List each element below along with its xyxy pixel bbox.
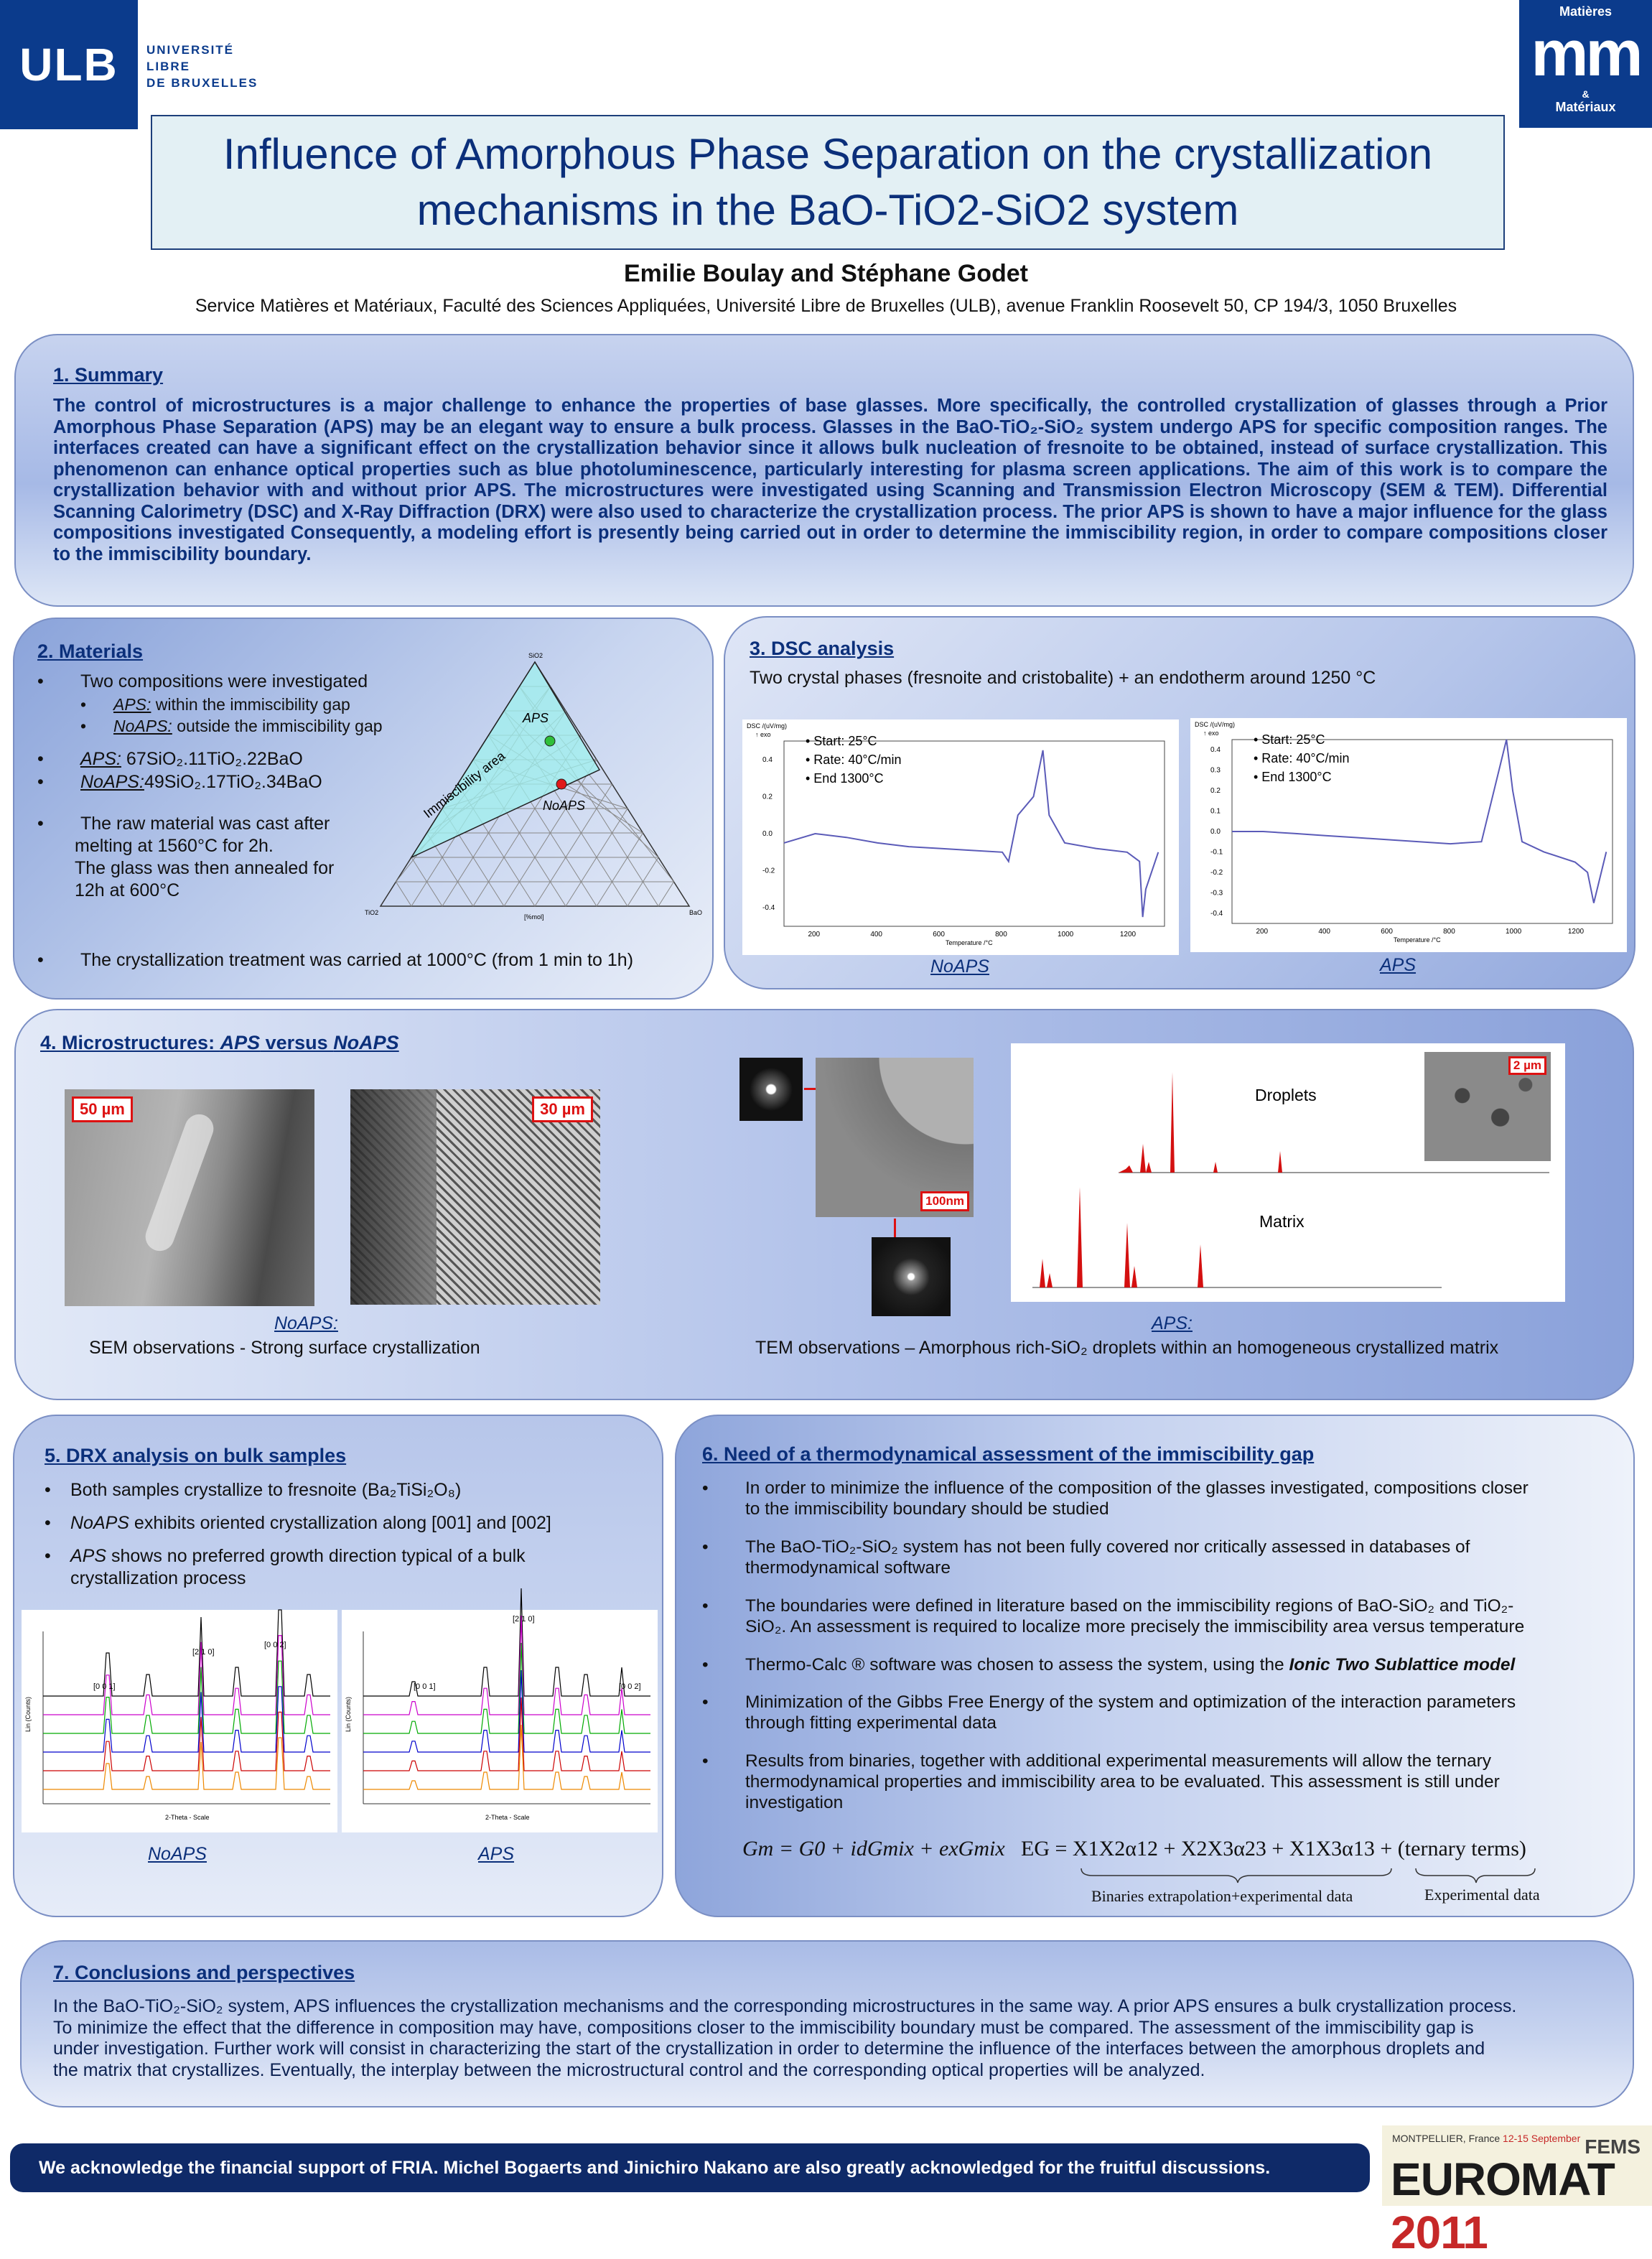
edx-matrix-label: Matrix — [1259, 1212, 1305, 1231]
summary-panel — [14, 334, 1634, 607]
dsc-param: • Start: 25°C — [806, 734, 877, 748]
thermo-item-2-l1: The BaO-TiO₂-SiO₂ system has not been fully covered nor critically assessed in databases of — [745, 1537, 1470, 1557]
noaps-comp-label: NoAPS: — [80, 772, 144, 792]
drx-caption-aps: APS — [478, 1844, 515, 1864]
materials-heading: 2. Materials — [37, 641, 144, 662]
dsc-chart-noaps-svg — [742, 719, 1179, 955]
sem-image-noaps-1 — [65, 1089, 314, 1306]
drx-pattern — [363, 1697, 650, 1771]
micro-caption-aps: TEM observations – Amorphous rich-SiO₂ droplets within an homogeneous crystallized matrix — [755, 1338, 1499, 1358]
thermo-item-5-l2: through fitting experimental data — [745, 1713, 997, 1733]
dsc-xtick: 800 — [1443, 928, 1455, 936]
edx-spectra — [1011, 1043, 1565, 1302]
thermo-item-2-l2: thermodynamical software — [745, 1558, 951, 1578]
edx-droplets-label: Droplets — [1255, 1086, 1317, 1104]
drx-pattern — [363, 1588, 650, 1696]
materials-bullet-treatment: • The crystallization treatment was carried at 1000°C (from 1 min to 1h) — [37, 950, 634, 970]
ulb-line: LIBRE — [146, 60, 190, 73]
ulb-wordmark — [146, 42, 258, 91]
dsc-xtick: 400 — [1318, 928, 1331, 936]
raw-line-1: The raw material was cast after — [80, 814, 330, 834]
sub-aps-text: within the immiscibility gap — [151, 695, 350, 714]
corner-top: SiO2 — [528, 652, 543, 659]
euromat-year: 2011 — [1391, 2207, 1488, 2258]
euromat-location — [1392, 2133, 1580, 2144]
ternary-diagram — [359, 648, 711, 928]
conclusions-line-3: under investigation. Further work will consist in characterizing the start of the crystallization in order to determine the influence of the interfaces between the amorphous droplets and — [53, 2039, 1485, 2059]
drx-pattern — [43, 1738, 330, 1789]
materials-panel — [13, 618, 714, 1000]
dsc-heading: 3. DSC analysis — [750, 638, 895, 659]
summary-text: The control of microstructures is a major challenge to enhance the properties of base glasses. More specifically, the controlled crystallization of glasses through a Prior Amorphous Phase Separation (APS) may be an elegant way to ensure a bulk process. Glasses in the BaO-TiO₂-SiO₂ system undergo APS for specific composition ranges. The interfaces created can have a significant effect on the crystallization behavior since it allows bulk nucleation of fresnoite to be obtained, instead of surface crystallization. This phenomenon can enhance optical properties such as blue photoluminescence, particularly interesting for plasma screen applications. The aim of this work is to compare the crystallization behavior with and without prior APS. The microstructures were investigated using Scanning and Transmission Electron Microscopy (SEM & TEM). Differential Scanning Calorimetry (DSC) and X-Ray Diffraction (DRX) were also used to characterize the crystallization process. The prior APS is shown to have a major influence for the glass compositions investigated Consequently, a modeling effort is presently being carried out in order to determine the immiscibility region, in order to compare compositions closer to the immiscibility boundary. — [53, 396, 1607, 564]
ternary-area-label: Immiscibility area — [421, 748, 508, 821]
dsc-ylabel: DSC /(uV/mg) — [747, 722, 788, 730]
drx-pattern — [43, 1636, 330, 1715]
dsc-ytick: 0.2 — [762, 793, 773, 801]
micro-caption-aps-label: APS: — [1152, 1313, 1193, 1333]
sub-noaps-text: outside the immiscibility gap — [172, 717, 383, 735]
thermo-panel — [675, 1415, 1635, 1917]
raw-line-3: The glass was then annealed for — [75, 858, 335, 878]
drx-chart-noaps — [22, 1610, 337, 1832]
euromat-dates: 12-15 September — [1503, 2133, 1581, 2144]
thermo-item-3: • The boundaries were defined in literature based on the immiscibility regions of BaO-SiO₂ and TiO₂- SiO₂. An assessment is required to localize more precisely the immiscibility area versus temperature — [702, 1596, 1614, 1637]
drx-aps-svg — [342, 1610, 658, 1832]
brace-label-experimental: Experimental data — [1424, 1886, 1540, 1904]
dsc-ytick: -0.4 — [1210, 909, 1223, 918]
thermo-item-1: • In order to minimize the influence of the composition of the glasses investigated, compositions closer to the immiscibility boundary should be studied — [702, 1478, 1614, 1519]
dsc-ytick: 0.3 — [1210, 766, 1221, 775]
euromat-logo — [1382, 2125, 1652, 2258]
conclusions-heading: 7. Conclusions and perspectives — [53, 1962, 355, 1983]
drx-bullet-3: • APS shows no preferred growth direction typical of a bulk crystallization process — [45, 1546, 526, 1588]
dsc-ytick: 0.2 — [1210, 787, 1221, 796]
drx-bullet-3-cont: crystallization process — [70, 1568, 246, 1588]
thermo-item-5-l1: Minimization of the Gibbs Free Energy of the system and optimization of the interaction parameters — [745, 1692, 1516, 1712]
authors: Emilie Boulay and Stéphane Godet — [624, 260, 1028, 287]
ulb-line: DE BRUXELLES — [146, 76, 258, 90]
thermo-item-6-l1: Results from binaries, together with additional experimental measurements will allow the ternary — [745, 1751, 1492, 1771]
euromat-title — [1391, 2153, 1652, 2259]
dsc-ytick: 0.1 — [1210, 807, 1221, 816]
tem-diffraction-1 — [739, 1058, 803, 1121]
mm-logo-mid: mm — [1531, 18, 1641, 90]
materials-sub-bullet-noaps: • NoAPS: outside the immiscibility gap — [80, 717, 383, 735]
poster-title — [223, 126, 1432, 238]
dsc-xtick: 1000 — [1505, 928, 1522, 936]
drx-bullet-1: • Both samples crystallize to fresnoite (Ba₂TiSi₂O₈) — [45, 1480, 462, 1500]
thermo-item-3-l1: The boundaries were defined in literature based on the immiscibility regions of BaO-SiO₂ and TiO₂- — [745, 1596, 1514, 1616]
conclusions-line-1: In the BaO-TiO₂-SiO₂ system, APS influences the crystallization mechanisms and the corresponding microstructures in the same way. A prior APS ensures a bulk crystallization process. — [53, 1996, 1517, 2016]
drx-peak-label: [0 0 2] — [264, 1641, 286, 1649]
equation-gibbs: Gm = G0 + idGmix + exGmix — [742, 1837, 1005, 1860]
dsc-chart-aps — [1190, 718, 1627, 952]
dsc-caption-noaps: NoAPS — [930, 956, 989, 977]
microstructures-panel — [14, 1009, 1634, 1400]
ulb-line: UNIVERSITÉ — [146, 43, 235, 57]
thermo-item-3-l2: SiO₂. An assessment is required to localize more precisely the immiscibility area versus temperature — [745, 1617, 1525, 1636]
thermo-heading: 6. Need of a thermodynamical assessment of the immiscibility gap — [702, 1443, 1315, 1465]
drx-peak-label: [2 1 0] — [192, 1648, 215, 1657]
scale-bar-2um: 2 µm — [1508, 1056, 1546, 1075]
micro-heading — [40, 1032, 399, 1054]
thermo-item-1-l2: to the immiscibility boundary should be studied — [745, 1499, 1109, 1519]
corner-left: TiO2 — [365, 909, 379, 916]
dsc-ytick: -0.2 — [1210, 868, 1223, 877]
treatment-text: The crystallization treatment was carried at 1000°C (from 1 min to 1h) — [80, 950, 634, 970]
noaps-comp-text: 49SiO₂.17TiO₂.34BaO — [144, 772, 322, 792]
materials-bullet-1-text: Two compositions were investigated — [80, 671, 368, 691]
aps-point — [545, 736, 555, 746]
drx-pattern — [43, 1712, 330, 1771]
drx-pattern — [363, 1616, 650, 1715]
sem-image-noaps-2 — [350, 1089, 600, 1305]
dsc-xtick: 1000 — [1057, 931, 1074, 938]
aps-comp-text: 67SiO₂.11TiO₂.22BaO — [121, 749, 303, 769]
raw-line-2: melting at 1560°C for 2h. — [75, 836, 274, 856]
dsc-ytick: 0.4 — [762, 755, 773, 764]
drx-bullet-3-italic: APS — [70, 1546, 107, 1566]
thermo-item-4-model: Ionic Two Sublattice model — [1289, 1655, 1516, 1675]
drx-peak-label: [0 0 1] — [414, 1682, 436, 1691]
drx-noaps-svg — [22, 1610, 337, 1832]
drx-ylabel: Lin (Counts) — [345, 1696, 352, 1732]
mm-logo-bottom: Matériaux — [1555, 100, 1616, 114]
thermo-item-2: • The BaO-TiO₂-SiO₂ system has not been fully covered nor critically assessed in databases of thermodynamical software — [702, 1537, 1614, 1578]
thermo-item-6-l3: investigation — [745, 1793, 844, 1812]
dsc-param: • Rate: 40°C/min — [806, 753, 902, 767]
thermo-item-6: • Results from binaries, together with additional experimental measurements will allow the ternary thermodynamical properties and immiscibility area to be evaluated. This assessment is still under investigation — [702, 1751, 1614, 1813]
brace-label-binaries: Binaries extrapolation+experimental data — [1091, 1887, 1353, 1905]
dsc-xtick: 200 — [1256, 928, 1269, 936]
dsc-xlabel: Temperature /°C — [1394, 936, 1441, 944]
materials-sub-bullet-aps: • APS: within the immiscibility gap — [80, 695, 350, 714]
equation-braces — [1078, 1867, 1538, 1884]
dsc-ylabel: DSC /(uV/mg) — [1195, 721, 1236, 728]
title-box — [151, 115, 1505, 250]
thermo-item-5: • Minimization of the Gibbs Free Energy of the system and optimization of the interaction parameters through fitting experimental data — [702, 1692, 1614, 1733]
dsc-ytick: -0.1 — [1210, 848, 1223, 857]
dsc-intro: Two crystal phases (fresnoite and cristobalite) + an endotherm around 1250 °C — [750, 668, 1376, 688]
acknowledgement-bar: We acknowledge the financial support of FRIA. Michel Bogaerts and Jinichiro Nakano are also greatly acknowledged for the fruitful discussions. — [10, 2143, 1370, 2192]
title-line-2: mechanisms in the BaO-TiO2-SiO2 system — [416, 186, 1239, 234]
drx-pattern — [363, 1670, 650, 1752]
mm-logo-amp: & — [1582, 88, 1590, 100]
fems-logo: FEMS — [1585, 2135, 1641, 2158]
affiliation: Service Matières et Matériaux, Faculté des Sciences Appliquées, Université Libre de Bruxelles (ULB), avenue Franklin Roosevelt 50, CP 194/3, 1050 Bruxelles — [195, 296, 1457, 316]
thermo-item-6-l2: thermodynamical properties and immiscibility area to be evaluated. This assessment is still under — [745, 1772, 1500, 1792]
raw-line-4: 12h at 600°C — [75, 880, 180, 900]
sub-aps-label: APS: — [113, 695, 151, 714]
materials-bullet-aps-comp: • APS: 67SiO₂.11TiO₂.22BaO — [37, 749, 303, 769]
dsc-panel — [724, 616, 1635, 989]
dsc-ytick: 0.0 — [762, 830, 773, 838]
thermo-item-1-l1: In order to minimize the influence of the composition of the glasses investigated, compositions closer — [745, 1478, 1529, 1498]
drx-heading: 5. DRX analysis on bulk samples — [45, 1445, 347, 1466]
drx-xlabel: 2-Theta - Scale — [485, 1814, 530, 1821]
ulb-logo: ULB — [0, 0, 138, 129]
drx-pattern — [43, 1610, 330, 1696]
dsc-ytick: -0.3 — [1210, 889, 1223, 898]
drx-pattern — [363, 1643, 650, 1733]
micro-heading-prefix: 4. Microstructures: — [40, 1032, 220, 1053]
aps-comp-label: APS: — [80, 749, 121, 769]
drx-bullet-2: • NoAPS exhibits oriented crystallization along [001] and [002] — [45, 1513, 551, 1533]
conclusions-text — [53, 1996, 1611, 2081]
ternary-unit: [%mol] — [524, 913, 544, 921]
dsc-chart-noaps — [742, 719, 1179, 955]
scale-bar-30um: 30 µm — [532, 1096, 593, 1122]
dsc-xtick: 200 — [808, 931, 821, 938]
dsc-xtick: 1200 — [1119, 931, 1137, 938]
conclusions-line-4: the matrix that crystallizes. Eventually, the interplay between the microstructural control and the corresponding optical properties will be analyzed. — [53, 2059, 1205, 2080]
matieres-materiaux-logo — [1519, 0, 1652, 128]
euromat-city: MONTPELLIER, France — [1392, 2133, 1503, 2144]
conclusions-panel — [20, 1940, 1634, 2107]
micro-heading-aps: APS — [220, 1032, 261, 1053]
drx-peak-label: [0 0 2] — [619, 1682, 641, 1691]
conclusions-line-2: To minimize the effect that the difference in composition may have, compositions closer to the immiscibility boundary must be compared. The assessment of the immiscibility gap is — [53, 2017, 1474, 2038]
micro-heading-noaps: NoAPS — [333, 1032, 399, 1053]
sub-noaps-label: NoAPS: — [113, 717, 172, 735]
drx-bullet-1-text: Both samples crystallize to fresnoite (Ba₂TiSi₂O₈) — [70, 1480, 462, 1500]
ternary-aps-label: APS — [523, 711, 549, 725]
tem-diffraction-2 — [872, 1237, 951, 1316]
equation-excess: EG = X1X2α12 + X2X3α23 + X1X3α13 + (ternary terms) — [1021, 1837, 1526, 1860]
micro-caption-noaps: SEM observations - Strong surface crystallization — [89, 1338, 480, 1358]
ternary-noaps-label: NoAPS — [543, 798, 586, 813]
euromat-word: EUROMAT — [1391, 2153, 1615, 2205]
dsc-plot-frame — [1232, 740, 1613, 923]
tem-image — [816, 1058, 974, 1217]
drx-peak-label: [2 1 0] — [513, 1615, 535, 1624]
dsc-param: • Start: 25°C — [1254, 732, 1325, 747]
thermo-item-4: • Thermo-Calc ® software was chosen to assess the system, using the Ionic Two Sublattice model — [702, 1655, 1516, 1675]
mm-logo-top: Matières — [1559, 4, 1613, 19]
dsc-plot-frame — [784, 741, 1165, 926]
drx-panel — [13, 1415, 663, 1917]
drx-xlabel: 2-Theta - Scale — [165, 1814, 210, 1821]
drx-bullet-2-italic: NoAPS — [70, 1513, 129, 1533]
materials-bullet-noaps-comp: • NoAPS:49SiO₂.17TiO₂.34BaO — [37, 772, 322, 792]
drx-ylabel: Lin (Counts) — [24, 1696, 32, 1732]
noaps-point — [556, 779, 566, 789]
drx-caption-noaps: NoAPS — [148, 1844, 207, 1864]
drx-pattern — [43, 1661, 330, 1733]
dsc-xtick: 600 — [1381, 928, 1393, 936]
dsc-exo-label: ↑ exo — [755, 731, 771, 738]
drx-chart-aps — [342, 1610, 658, 1832]
summary-heading: 1. Summary — [53, 364, 164, 386]
dsc-xtick: 800 — [995, 931, 1007, 938]
dsc-caption-aps: APS — [1380, 955, 1417, 975]
materials-bullet-1: • Two compositions were investigated — [37, 671, 368, 691]
micro-heading-mid: versus — [260, 1032, 334, 1053]
tem-droplets-inset — [1424, 1052, 1551, 1161]
corner-right: BaO — [689, 909, 703, 916]
title-line-1: Influence of Amorphous Phase Separation on the crystallization — [223, 130, 1433, 178]
scale-bar-50um: 50 µm — [72, 1096, 133, 1122]
scale-bar-100nm: 100nm — [920, 1191, 969, 1211]
dsc-xtick: 1200 — [1567, 928, 1585, 936]
dsc-chart-aps-svg — [1190, 718, 1627, 952]
dsc-xtick: 400 — [870, 931, 883, 938]
dsc-param: • End 1300°C — [806, 771, 884, 786]
dsc-xlabel: Temperature /°C — [946, 939, 993, 946]
dsc-param: • End 1300°C — [1254, 770, 1332, 784]
drx-pattern — [363, 1725, 650, 1789]
drx-peak-label: [0 0 1] — [93, 1682, 116, 1691]
dsc-param: • Rate: 40°C/min — [1254, 751, 1350, 765]
dsc-exo-label: ↑ exo — [1203, 730, 1219, 737]
dsc-ytick: 0.0 — [1210, 828, 1221, 836]
dsc-ytick: 0.4 — [1210, 746, 1221, 755]
dsc-xtick: 600 — [933, 931, 945, 938]
edx-matrix-peaks — [1040, 1187, 1203, 1287]
materials-bullet-raw: • The raw material was cast after melting at 1560°C for 2h. The glass was then annealed for 12h at 600°C — [37, 813, 368, 902]
thermo-item-4-l1: Thermo-Calc ® software was chosen to assess the system, using the — [745, 1655, 1289, 1675]
micro-caption-noaps-label: NoAPS: — [274, 1313, 338, 1333]
drx-bullet-3-text: shows no preferred growth direction typical of a bulk — [106, 1546, 526, 1566]
drx-bullet-2-text: exhibits oriented crystallization along [001] and [002] — [129, 1513, 551, 1533]
dsc-ytick: -0.2 — [762, 867, 775, 875]
dsc-ytick: -0.4 — [762, 904, 775, 913]
